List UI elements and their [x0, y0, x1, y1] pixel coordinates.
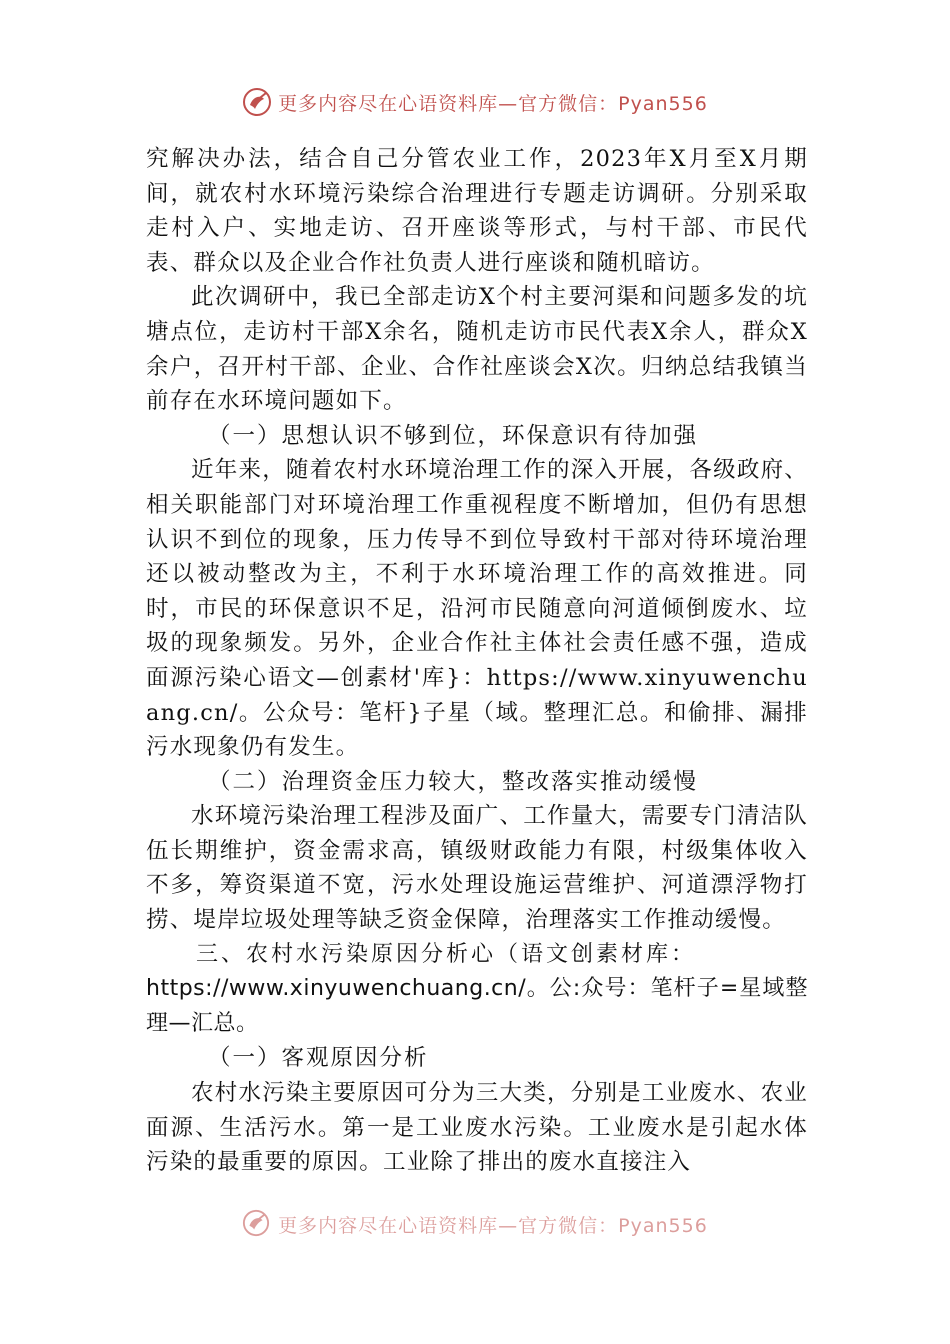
footer-watermark — [0, 1208, 950, 1240]
section-subheading: （二）治理资金压力较大，整改落实推动缓慢 — [208, 768, 699, 795]
seal-logo-icon — [242, 87, 272, 117]
watermark-text: 更多内容尽在心语资料库—官方微信：Pyan556 — [278, 92, 708, 115]
section-subheading: （一）客观原因分析 — [208, 1045, 429, 1072]
section-heading: 三、农村水污染原因分析心（语文创素材库： — [196, 941, 697, 967]
paragraph: 水环境污染治理工程涉及面广、工作量大，需要专门清洁队伍长期维护，资金需求高，镇级财政能力有限，村级集体收入不多，筹资渠道不宽，污水处理设施运营维护、河道漂浮物打捞、堤岸垃圾处理等缺乏资金保障，治理落实工作推动缓慢。 — [146, 803, 808, 934]
paragraph: 近年来，随着农村水环境治理工作的深入开展，各级政府、相关职能部门对环境治理工作重视程度不断增加，但仍有思想认识不到位的现象，压力传导不到位导致村干部对待环境治理还以被动整改为主，不利于水环境治理工作的高效推进。同时，市民的环保意识不足，沿河市民随意向河道倾倒废水、垃圾的现象频发。另外，企业合作社主体社会责任感不强，造成面源污染心语文—创素材'库}：https://www.xinyuwenchuang.cn/。公众号：笔杆}子星（域。整理汇总。和偷排、漏排污水现象仍有发生。 — [146, 457, 808, 761]
watermark-text: 更多内容尽在心语资料库—官方微信：Pyan556 — [278, 1214, 708, 1237]
section-heading-continuation: https://www.xinyuwenchuang.cn/。公:众号：笔杆子=星域整理—汇总。 — [146, 976, 808, 1036]
paragraph: 农村水污染主要原因可分为三大类，分别是工业废水、农业面源、生活污水。第一是工业废水污染。工业废水是引起水体污染的最重要的原因。工业除了排出的废水直接注入 — [146, 1080, 808, 1176]
seal-logo-icon — [242, 1209, 272, 1239]
section-subheading: （一）思想认识不够到位，环保意识有待加强 — [208, 422, 699, 449]
paragraph: 究解决办法，结合自己分管农业工作，2023年X月至X月期间，就农村水环境污染综合治理进行专题走访调研。分别采取走村入户、实地走访、召开座谈等形式，与村干部、市民代表、群众以及企业合作社负责人进行座谈和随机暗访。 — [146, 146, 808, 276]
paragraph: 此次调研中，我已全部走访X个村主要河渠和问题多发的坑塘点位，走访村干部X余名，随机走访市民代表X余人，群众X余户，召开村干部、企业、合作社座谈会X次。归纳总结我镇当前存在水环境问题如下。 — [146, 284, 808, 415]
document-body — [146, 142, 808, 1214]
header-watermark — [0, 84, 950, 120]
